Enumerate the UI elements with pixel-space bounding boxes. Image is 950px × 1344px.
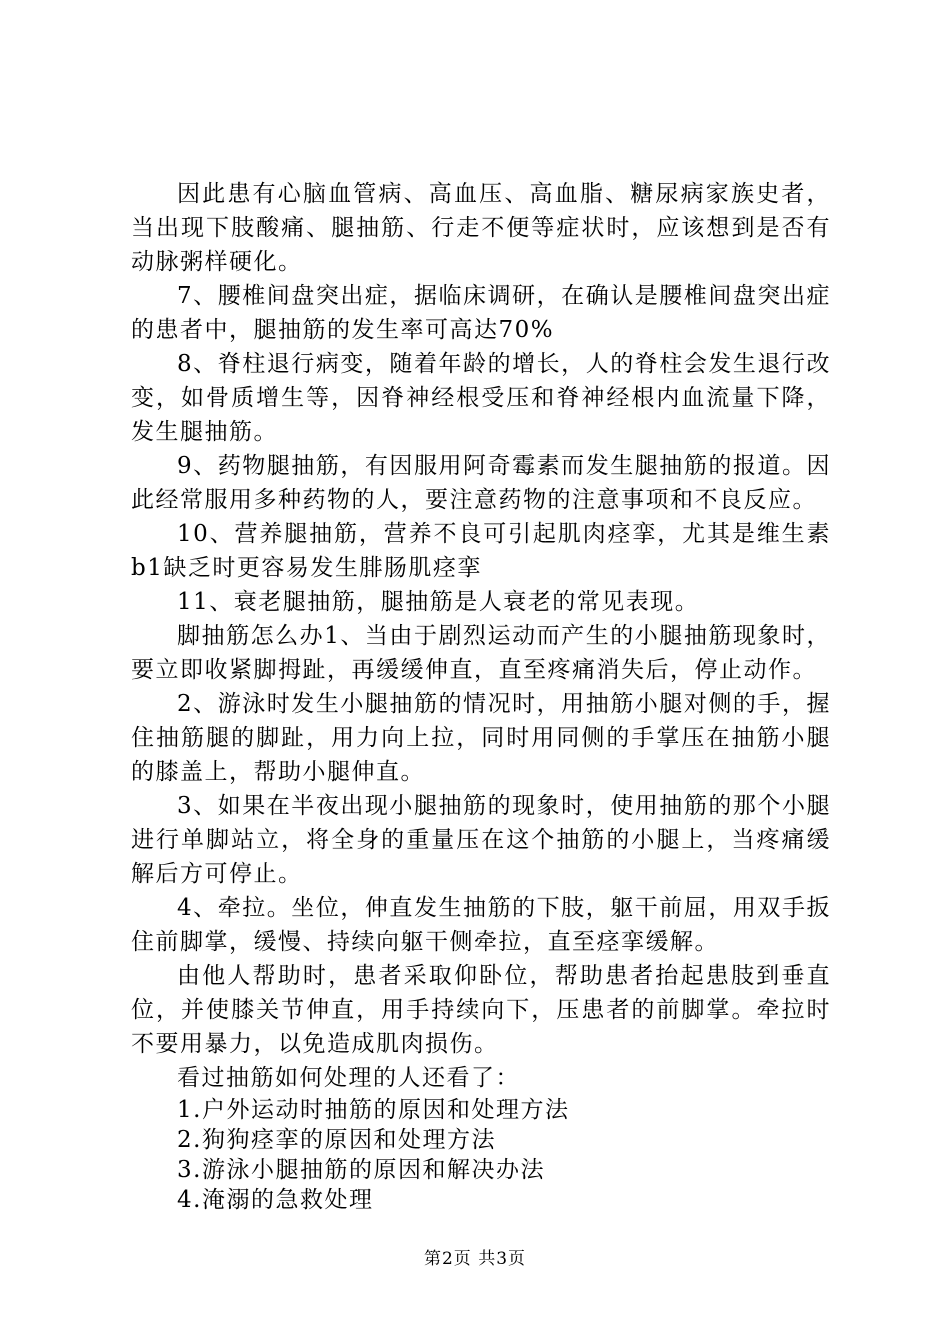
paragraph-aging: 11、衰老腿抽筋，腿抽筋是人衰老的常见表现。 bbox=[177, 589, 700, 615]
related-list bbox=[131, 1095, 831, 1215]
related-link-2[interactable]: 2.狗狗痉挛的原因和处理方法 bbox=[177, 1127, 496, 1153]
paragraph-lumbar-disc: 7、腰椎间盘突出症，据临床调研，在确认是腰椎间盘突出症的患者中，腿抽筋的发生率可高达70% bbox=[131, 283, 831, 343]
paragraph-remedy-2: 2、游泳时发生小腿抽筋的情况时，用抽筋小腿对侧的手，握住抽筋腿的脚趾，用力向上拉，同时用同侧的手掌压在抽筋小腿的膝盖上，帮助小腿伸直。 bbox=[131, 691, 831, 785]
related-link-1[interactable]: 1.户外运动时抽筋的原因和处理方法 bbox=[177, 1097, 570, 1123]
related-link-3[interactable]: 3.游泳小腿抽筋的原因和解决办法 bbox=[177, 1157, 545, 1183]
paragraph-nutrition: 10、营养腿抽筋，营养不良可引起肌肉痉挛，尤其是维生素b1缺乏时更容易发生腓肠肌痉挛 bbox=[131, 521, 831, 581]
paragraph-remedy-1: 脚抽筋怎么办1、当由于剧烈运动而产生的小腿抽筋现象时，要立即收紧脚拇趾，再缓缓伸直，直至疼痛消失后，停止动作。 bbox=[131, 623, 831, 683]
paragraph-assisted-stretch: 由他人帮助时，患者采取仰卧位，帮助患者抬起患肢到垂直位，并使膝关节伸直，用手持续向下，压患者的前脚掌。牵拉时不要用暴力，以免造成肌肉损伤。 bbox=[131, 963, 831, 1057]
paragraph-spinal-degeneration: 8、脊柱退行病变，随着年龄的增长，人的脊柱会发生退行改变，如骨质增生等，因脊神经根受压和脊神经根内血流量下降，发生腿抽筋。 bbox=[131, 351, 831, 445]
related-heading: 看过抽筋如何处理的人还看了： bbox=[177, 1065, 520, 1091]
paragraph-medication: 9、药物腿抽筋，有因服用阿奇霉素而发生腿抽筋的报道。因此经常服用多种药物的人，要注意药物的注意事项和不良反应。 bbox=[131, 453, 831, 513]
paragraph-arteriosclerosis: 因此患有心脑血管病、高血压、高血脂、糖尿病家族史者，当出现下肢酸痛、腿抽筋、行走不便等症状时，应该想到是否有动脉粥样硬化。 bbox=[131, 181, 831, 275]
paragraph-remedy-3: 3、如果在半夜出现小腿抽筋的现象时，使用抽筋的那个小腿进行单脚站立，将全身的重量压在这个抽筋的小腿上，当疼痛缓解后方可停止。 bbox=[131, 793, 831, 887]
page-number-footer: 第2页 共3页 bbox=[423, 1249, 527, 1269]
document-body bbox=[131, 177, 831, 1215]
related-link-4[interactable]: 4.淹溺的急救处理 bbox=[177, 1187, 374, 1213]
paragraph-remedy-4: 4、牵拉。坐位，伸直发生抽筋的下肢，躯干前屈，用双手扳住前脚掌，缓慢、持续向躯干侧牵拉，直至痉挛缓解。 bbox=[131, 895, 831, 955]
